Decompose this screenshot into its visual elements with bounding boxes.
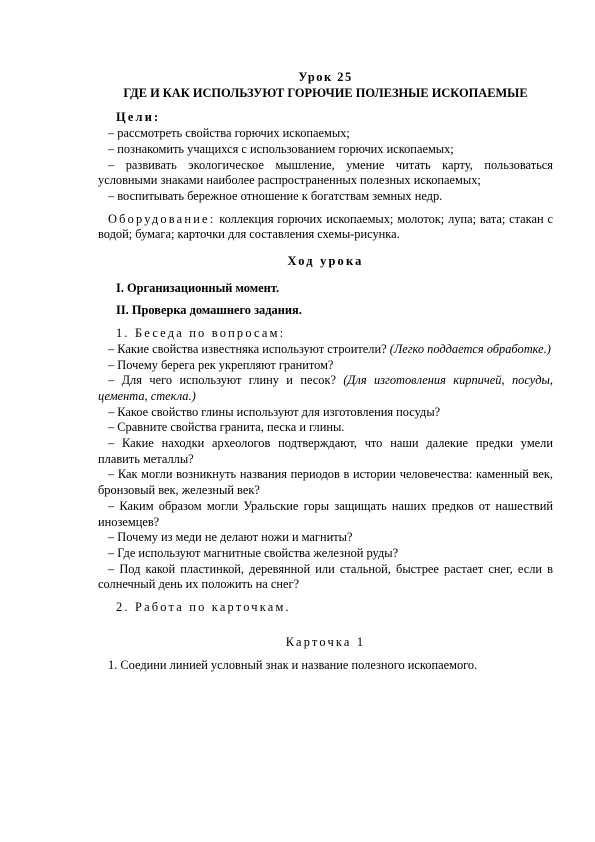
conversation-label: 1. Беседа по вопросам: xyxy=(116,326,286,341)
goals-label: Цели: xyxy=(116,110,161,125)
goal-item: – рассмотреть свойства горючих ископаемых; xyxy=(108,126,350,141)
question-item: – Как могли возникнуть названия периодов в истории человечества: каменный век, бронзовый век, железный век? xyxy=(98,467,553,498)
question-item: – Какие находки археологов подтверждают, что наши далекие предки умели плавить металлы? xyxy=(98,436,553,466)
section-organizational: I. Организационный момент. xyxy=(116,280,280,295)
equipment-paragraph xyxy=(98,212,553,243)
course-title: Ход урока xyxy=(287,254,364,269)
question-item: – Под какой пластинкой, деревянной или стальной, быстрее растает снег, если в солнечный день их положить на снег? xyxy=(98,561,553,592)
goal-item: – развивать экологическое мышление, умение читать карту, пользоваться условными знаками наиболее распространенных полезных ископаемых; xyxy=(98,157,553,188)
question-item: – Где используют магнитные свойства железной руды? xyxy=(108,545,399,560)
question-item: – Почему из меди не делают ножи и магниты? xyxy=(108,530,353,545)
card-task: 1. Соедини линией условный знак и название полезного ископаемого. xyxy=(108,657,478,672)
equipment-text: коллекция горючих ископаемых; молоток; лупа; вата; стакан с водой; бумага; карточки для составления схемы-рисунка. xyxy=(98,211,553,242)
goal-item: – воспитывать бережное отношение к богатствам земных недр. xyxy=(108,188,443,203)
goal-item: – познакомить учащихся с использованием горючих ископаемых; xyxy=(108,141,454,156)
card-title: Карточка 1 xyxy=(285,634,366,649)
question-text: – Какие свойства известняка используют строители? xyxy=(108,341,390,356)
answer-text: (Легко поддается обработке.) xyxy=(389,341,551,356)
answer-text: (Для изготовления кирпичей, посуды, цемента, стекла.) xyxy=(98,373,553,403)
cards-work-label: 2. Работа по карточкам. xyxy=(116,600,291,615)
question-item: – Почему берега рек укрепляют гранитом? xyxy=(108,357,334,372)
question-item: – Каким образом могли Уральские горы защищать наших предков от нашествий иноземцев? xyxy=(98,498,553,529)
lesson-number: Урок 25 xyxy=(298,70,353,84)
question-item: – Какое свойство глины используют для изготовления посуды? xyxy=(108,404,441,419)
question-text: – Для чего используют глину и песок? xyxy=(108,373,344,388)
equipment-label: Оборудование: xyxy=(108,211,216,226)
question-item xyxy=(98,342,553,358)
question-item: – Сравните свойства гранита, песка и глины. xyxy=(108,420,345,435)
question-item xyxy=(98,373,553,404)
lesson-title: ГДЕ И КАК ИСПОЛЬЗУЮТ ГОРЮЧИЕ ПОЛЕЗНЫЕ ИСКОПАЕМЫЕ xyxy=(123,85,528,100)
section-homework-check: II. Проверка домашнего задания. xyxy=(116,303,302,318)
